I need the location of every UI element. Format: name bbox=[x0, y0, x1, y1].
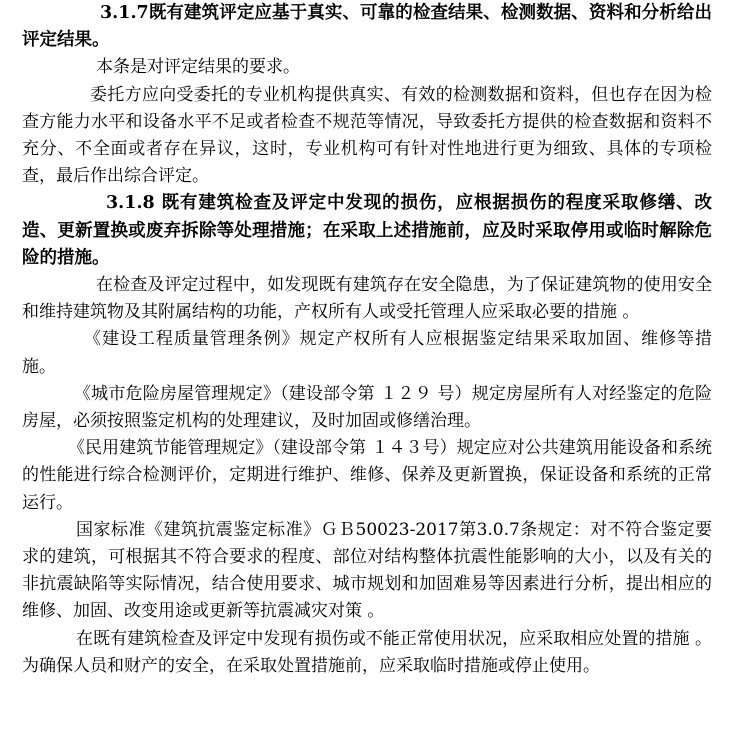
clause-3-1-8-paragraph-5: 国家标准《建筑抗震鉴定标准》ＧＢ50023-2017第3.0.7条规定：对不符合鉴定要求的建筑，可根据其不符合要求的程度、部位对结构整体抗震性能影响的大小，以及有关的非抗震缺陷等实际情况，结合使用要求、城市规划和加固难易等因素进行分析，提出相应的维修、加固、改变用途或更新等抗震减灾对策 。 bbox=[22, 519, 712, 622]
clause-3-1-8-paragraph-6: 在既有建筑检查及评定中发现有损伤或不能正常使用状况，应采取相应处置的措施 。为确保人员和财产的安全，在采取处置措施前，应采取临时措施或停止使用。 bbox=[22, 628, 712, 676]
clause-3-1-7-heading: 3.1.7既有建筑评定应基于真实、可靠的检查结果、检测数据、资料和分析给出评定结果。 bbox=[22, 3, 712, 51]
document-page bbox=[22, 0, 712, 680]
clause-3-1-7-paragraph-1: 本条是对评定结果的要求。 bbox=[96, 57, 300, 78]
clause-3-1-8-paragraph-4: 《民用建筑节能管理规定》（建设部令第 １４３号）规定应对公共建筑用能设备和系统的性能进行综合检测评价，定期进行维护、维修、保养及更新置换，保证设备和系统的正常运行。 bbox=[22, 438, 712, 513]
clause-3-1-8-paragraph-3: 《城市危险房屋管理规定》（建设部令第 １２９ 号）规定房屋所有人对经鉴定的危险房屋，必须按照鉴定机构的处理建议，及时加固或修缮治理。 bbox=[22, 383, 712, 432]
clause-3-1-7-paragraph-2: 委托方应向受委托的专业机构提供真实、有效的检测数据和资料，但也存在因为检查方能力水平和设备水平不足或者检查不规范等情况，导致委托方提供的检查数据和资料不充分、不全面或者存在异议，这时，专业机构可有针对性地进行更为细致、具体的专项检查，最后作出综合评定。 bbox=[22, 84, 712, 187]
clause-3-1-8-paragraph-1: 在检查及评定过程中，如发现既有建筑存在安全隐患，为了保证建筑物的使用安全和维持建筑物及其附属结构的功能，产权所有人或受托管理人应采取必要的措施 。 bbox=[22, 275, 712, 323]
clause-3-1-8-paragraph-2: 《建设工程质量管理条例》规定产权所有人应根据鉴定结果采取加固、维修等措施。 bbox=[22, 329, 712, 377]
clause-3-1-8-heading: 3.1.8 既有建筑检查及评定中发现的损伤，应根据损伤的程度采取修缮、改造、更新置换或废弃拆除等处理措施；在采取上述措施前，应及时采取停用或临时解除危险的措施。 bbox=[22, 193, 712, 268]
